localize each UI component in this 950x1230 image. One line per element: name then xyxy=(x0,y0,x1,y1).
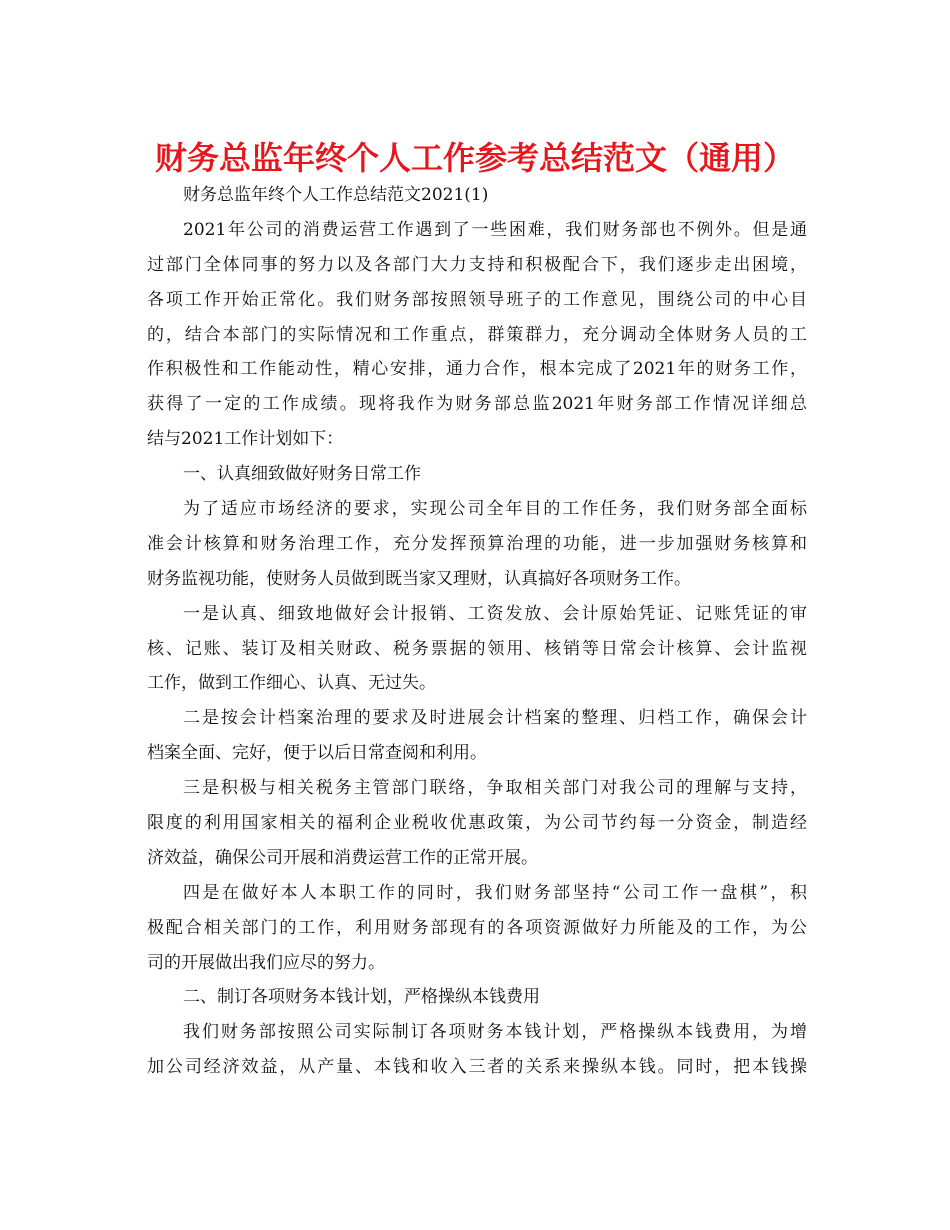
document-title: 财务总监年终个人工作参考总结范文（通用） xyxy=(154,139,795,177)
text-line: 结与2021工作计划如下： xyxy=(147,429,344,450)
text-line: 工作，做到工作细心、认真、无过失。 xyxy=(147,673,436,694)
text-line: 一是认真、细致地做好会计报销、工资发放、会计原始凭证、记账凭证的审 xyxy=(183,603,807,624)
text-line: 过部门全体同事的努力以及各部门大力支持和积极配合下，我们逐步走出困境， xyxy=(147,254,807,275)
text-line: 2021年公司的消费运营工作遇到了一些困难，我们财务部也不例外。但是通 xyxy=(183,219,807,240)
text-line: 各项工作开始正常化。我们财务部按照领导班子的工作意见，围绕公司的中心目 xyxy=(147,289,807,310)
text-line: 极配合相关部门的工作，利用财务部现有的各项资源做好力所能及的工作，为公 xyxy=(147,917,807,938)
text-line: 济效益，确保公司开展和消费运营工作的正常开展。 xyxy=(147,847,538,868)
text-line: 为了适应市场经济的要求，实现公司全年目的工作任务，我们财务部全面标 xyxy=(183,499,807,520)
text-line: 档案全面、完好，便于以后日常查阅和利用。 xyxy=(147,743,487,764)
text-line: 二是按会计档案治理的要求及时进展会计档案的整理、归档工作，确保会计 xyxy=(183,708,807,729)
text-line: 一、认真细致做好财务日常工作 xyxy=(183,464,421,485)
text-line: 获得了一定的工作成绩。现将我作为财务部总监2021年财务部工作情况详细总 xyxy=(147,394,807,415)
text-line: 司的开展做出我们应尽的努力。 xyxy=(147,952,385,973)
text-line: 四是在做好本人本职工作的同时，我们财务部坚持“公司工作一盘棋”，积 xyxy=(183,882,807,903)
text-line: 二、制订各项财务本钱计划，严格操纵本钱费用 xyxy=(183,987,540,1008)
text-line: 加公司经济效益，从产量、本钱和收入三者的关系来操纵本钱。同时，把本钱操 xyxy=(147,1057,807,1078)
text-line: 准会计核算和财务治理工作，充分发挥预算治理的功能，进一步加强财务核算和 xyxy=(147,533,807,554)
text-line: 三是积极与相关税务主管部门联络，争取相关部门对我公司的理解与支持， xyxy=(183,778,807,799)
document-body xyxy=(147,178,807,1085)
text-line: 限度的利用国家相关的福利企业税收优惠政策，为公司节约每一分资金，制造经 xyxy=(147,813,807,834)
text-line: 财务监视功能，使财务人员做到既当家又理财，认真搞好各项财务工作。 xyxy=(147,568,691,589)
text-line: 核、记账、装订及相关财政、税务票据的领用、核销等日常会计核算、会计监视 xyxy=(147,638,807,659)
text-line: 我们财务部按照公司实际制订各项财务本钱计划，严格操纵本钱费用，为增 xyxy=(183,1022,807,1043)
text-line: 财务总监年终个人工作总结范文2021(1) xyxy=(183,185,489,205)
text-line: 作积极性和工作能动性，精心安排，通力合作，根本完成了2021年的财务工作， xyxy=(147,359,807,380)
text-line: 的，结合本部门的实际情况和工作重点，群策群力，充分调动全体财务人员的工 xyxy=(147,324,807,345)
